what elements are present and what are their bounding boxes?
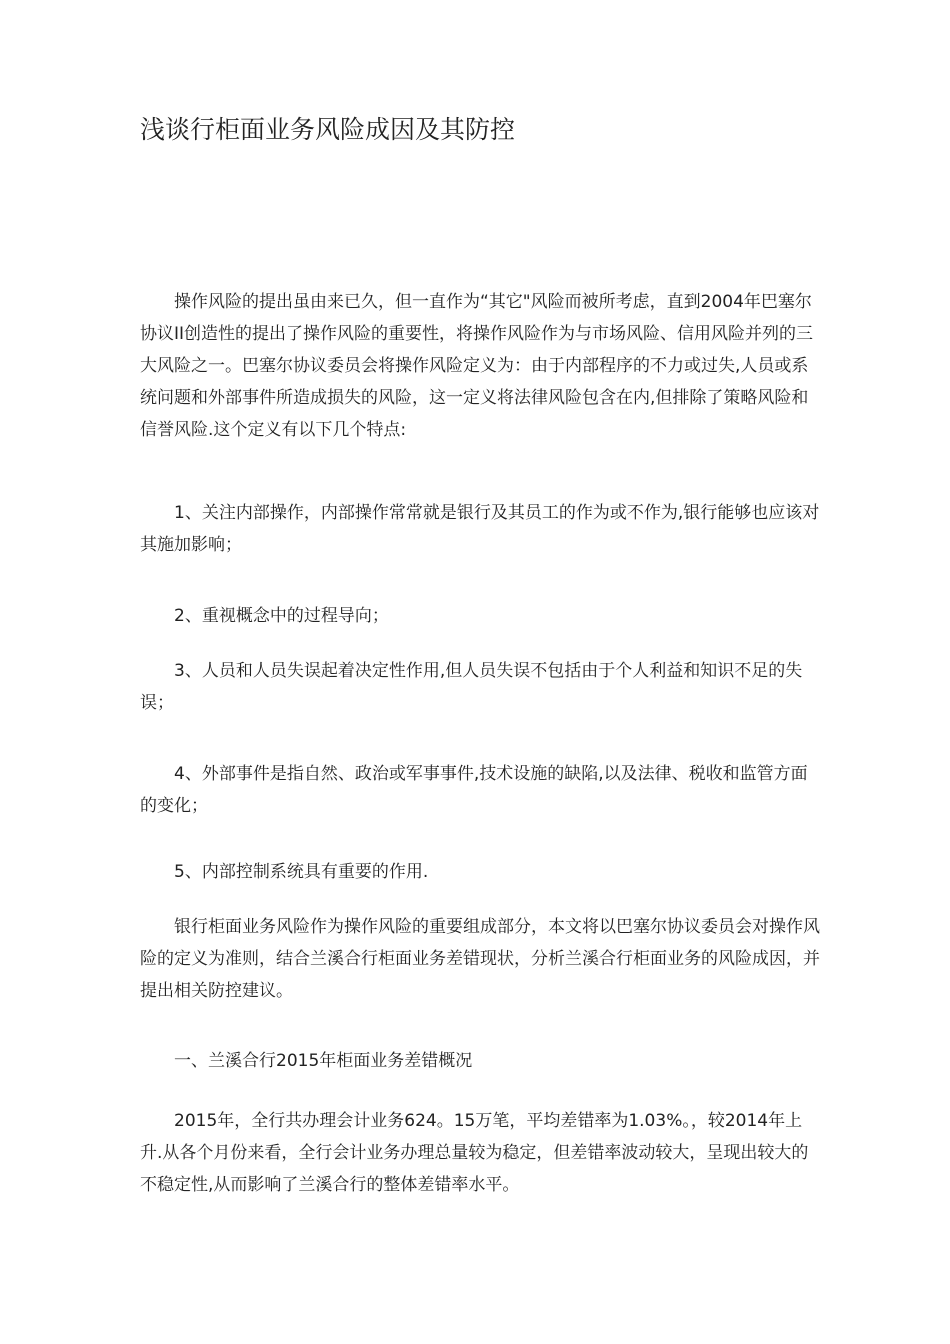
- list-item-4: 4、外部事件是指自然、政治或军事事件,技术设施的缺陷,以及法律、税收和监管方面的变化；: [140, 764, 808, 816]
- list-item-3: 3、人员和人员失误起着决定性作用,但人员失误不包括由于个人利益和知识不足的失误；: [140, 661, 803, 713]
- section-heading-1: 一、兰溪合行2015年柜面业务差错概况: [174, 1051, 473, 1071]
- paragraph-overview: 2015年，全行共办理会计业务624。15万笔，平均差错率为1.03%。，较2014年上升.从各个月份来看，全行会计业务办理总量较为稳定，但差错率波动较大，呈现出较大的不稳定性,从而影响了兰溪合行的整体差错率水平。: [140, 1111, 809, 1195]
- paragraph-scope: 银行柜面业务风险作为操作风险的重要组成部分，本文将以巴塞尔协议委员会对操作风险的定义为准则，结合兰溪合行柜面业务差错现状，分析兰溪合行柜面业务的风险成因，并提出相关防控建议。: [140, 917, 820, 1001]
- paragraph-intro: 操作风险的提出虽由来已久，但一直作为“其它"风险而被所考虑，直到2004年巴塞尔协议II创造性的提出了操作风险的重要性，将操作风险作为与市场风险、信用风险并列的三大风险之一。巴塞尔协议委员会将操作风险定义为：由于内部程序的不力或过失,人员或系统问题和外部事件所造成损失的风险，这一定义将法律风险包含在内,但排除了策略风险和信誉风险.这个定义有以下几个特点:: [140, 292, 814, 440]
- list-item-5: 5、内部控制系统具有重要的作用.: [174, 862, 429, 882]
- document-title: 浅谈行柜面业务风险成因及其防控: [140, 115, 516, 144]
- list-item-2: 2、重视概念中的过程导向；: [174, 606, 389, 626]
- list-item-1: 1、关注内部操作，内部操作常常就是银行及其员工的作为或不作为,银行能够也应该对其施加影响；: [140, 503, 820, 555]
